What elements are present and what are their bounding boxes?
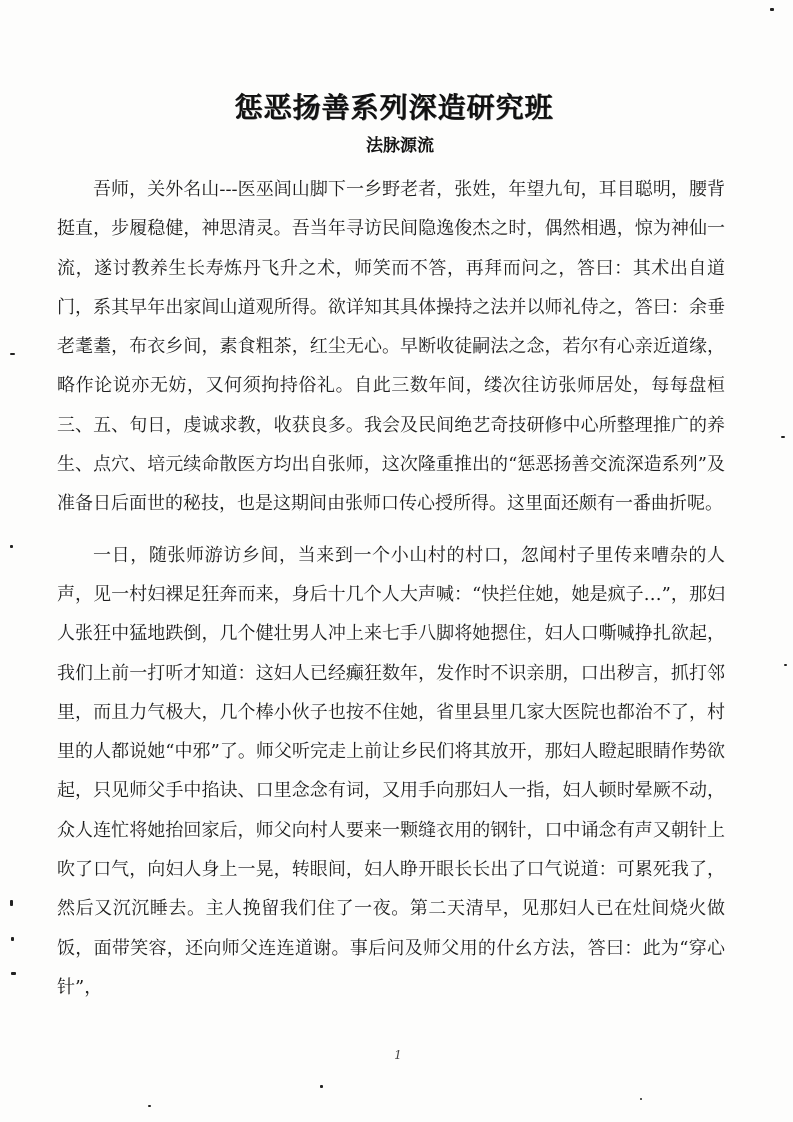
scan-speck [10,353,15,355]
scan-speck [148,1105,151,1107]
scan-speck [10,545,13,548]
scan-speck [11,972,16,975]
scan-speck [10,900,13,906]
scan-speck [784,664,787,666]
scan-speck [770,8,774,11]
section-subtitle: 法脉源流 [366,136,434,156]
scan-speck [320,1085,323,1088]
paragraph-2: 一日，随张师游访乡间，当来到一个小山村的村口，忽闻村子里传来嘈杂的人声，见一村妇裸足狂奔而来，身后十几个人大声喊：“快拦住她，她是疯子…”，那妇人张狂中猛地跌倒，几个健壮男人冲上来七手八脚将她摁住，妇人口嘶喊挣扎欲起，我们上前一打听才知道：这妇人已经癫狂数年，发作时不识亲朋，口出秽言，抓打邻里，而且力气极大，几个棒小伙子也按不住她，省里县里几家大医院也都治不了，村里的人都说她“中邪”了。师父听完走上前让乡民们将其放开，那妇人瞪起眼睛作势欲起，只见师父手中掐诀、口里念念有词，又用手向那妇人一指，妇人顿时晕厥不动，众人连忙将她抬回家后，师父向村人要来一颗缝衣用的钢针，口中诵念有声又朝针上吹了口气，向妇人身上一晃，转眼间，妇人睁开眼长长出了口气说道：可累死我了，然后又沉沉睡去。主人挽留我们住了一夜。第二天清早，见那妇人已在灶间烧火做饭，面带笑容，还向师父连连道谢。事后问及师父用的什幺方法，答曰：此为“穿心针”， [57,544,725,998]
paragraph-1: 吾师，关外名山---医巫闾山脚下一乡野老者，张姓，年望九旬，耳目聪明，腰背挺直，步履稳健，神思清灵。吾当年寻访民间隐逸俊杰之时，偶然相遇，惊为神仙一流，遂讨教养生长寿炼丹飞升之术，师笑而不答，再拜而问之，答曰：其术出自道门，系其早年出家闾山道观所得。欲详知其具体操持之法并以师礼侍之，答曰：余垂老耄耋，布衣乡间，素食粗茶，红尘无心。早断收徒嗣法之念，若尔有心亲近道缘，略作论说亦无妨，又何须拘持俗礼。自此三数年间，缕次往访张师居处，每每盘桓三、五、旬日，虔诚求教，收获良多。我会及民间绝艺奇技研修中心所整理推广的养生、点穴、培元续命散医方均出自张师，这次隆重推出的“惩恶扬善交流深造系列”及准备日后面世的秘技，也是这期间由张师口传心授所得。这里面还颇有一番曲折呢。 [57,179,725,515]
page-number: 1 [394,1048,402,1062]
scan-speck [640,1098,642,1100]
scan-speck [781,436,785,438]
page-title: 惩恶扬善系列深造研究班 [234,91,554,124]
scan-speck [11,937,14,941]
body-text [57,170,725,1007]
